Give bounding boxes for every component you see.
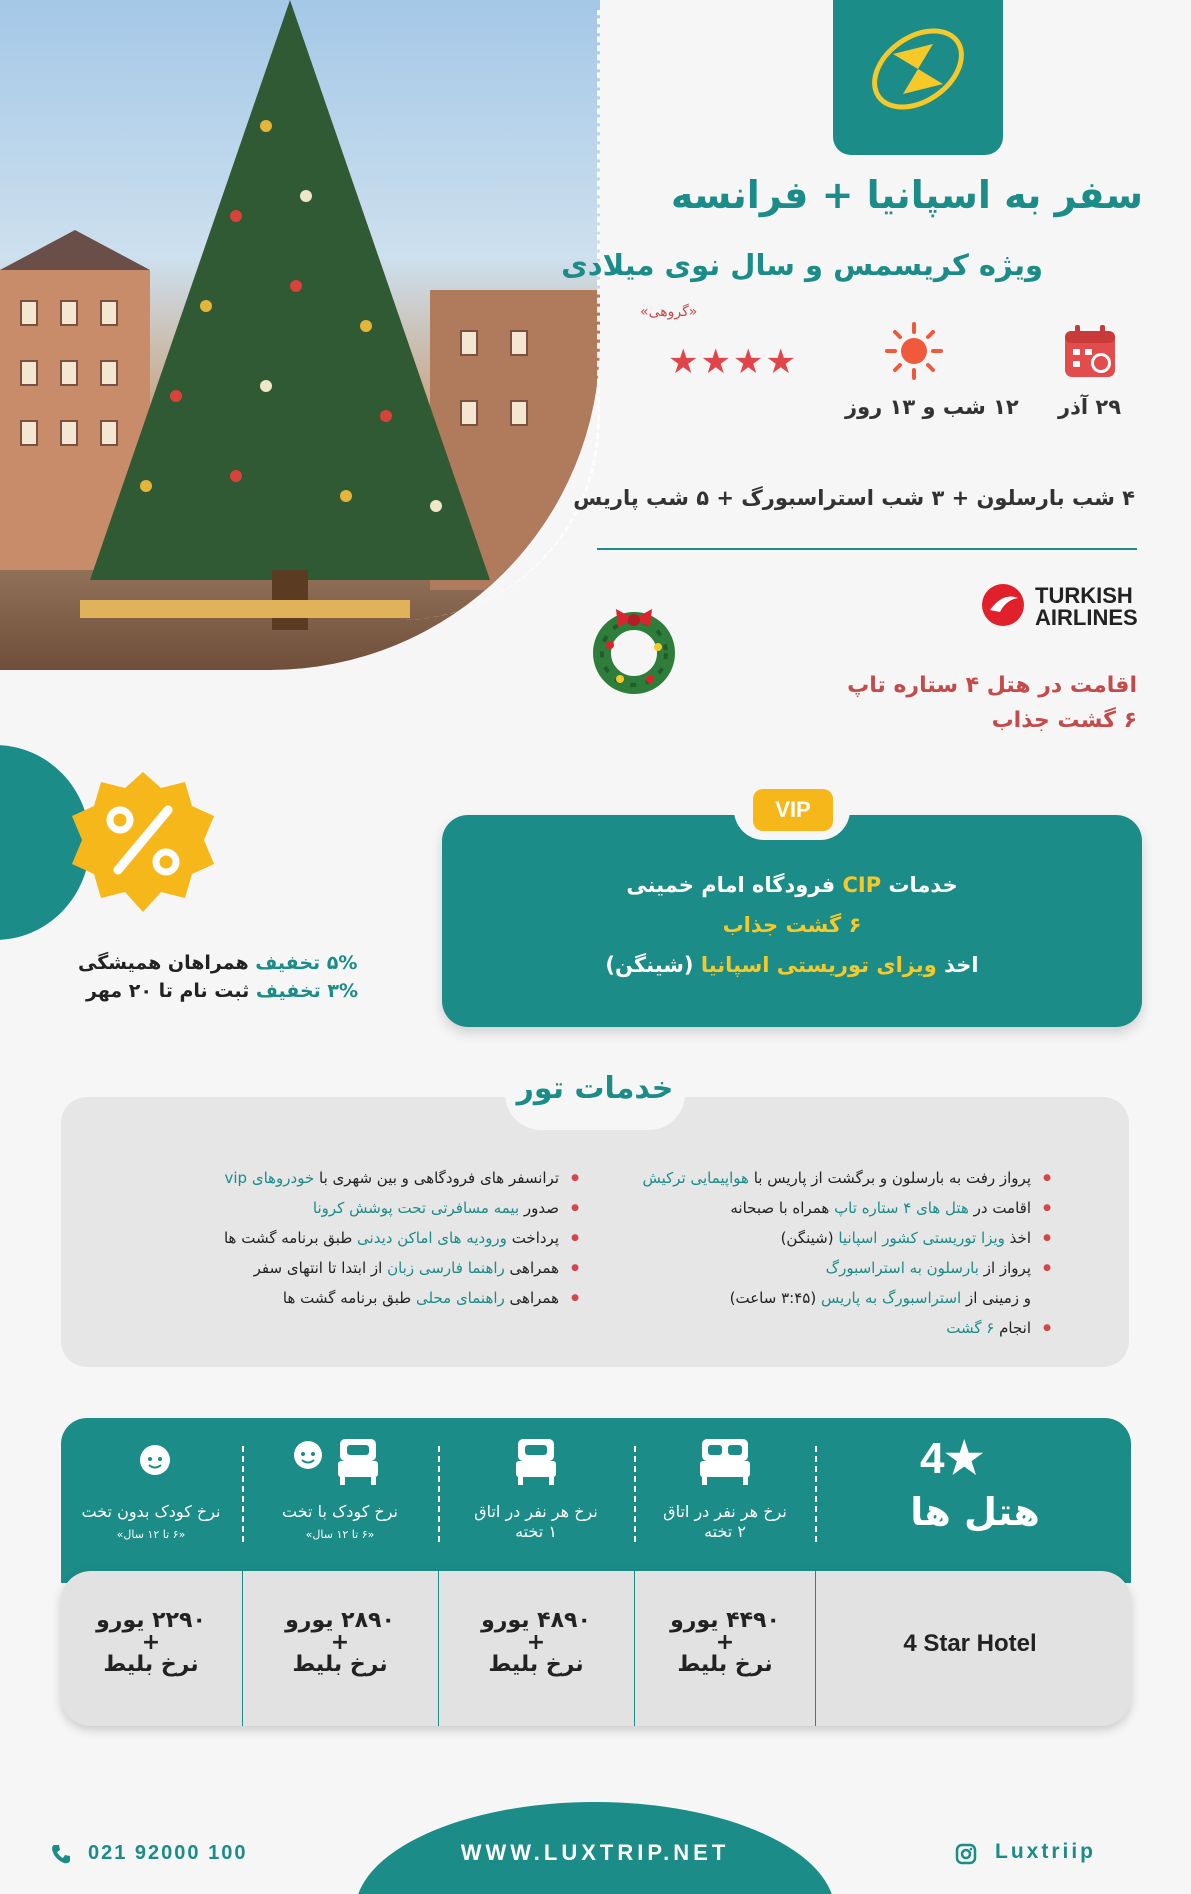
hotel-stars: ★★★★ <box>668 342 798 382</box>
sun-icon <box>885 322 943 380</box>
vip-line-3: اخذ ویزای توریستی اسپانیا (شینگن) <box>605 953 979 977</box>
instagram-icon <box>955 1843 977 1865</box>
hotels-star-rating: 4★ <box>920 1434 984 1483</box>
list-item: ● اقامت در هتل های ۴ ستاره تاپ همراه با صبحانه <box>642 1193 1051 1223</box>
phone-icon <box>50 1843 72 1865</box>
hotel-name: 4 Star Hotel <box>903 1630 1037 1657</box>
instagram-handle[interactable]: Luxtriip <box>995 1840 1096 1863</box>
price-child-nobed: ۲۲۹۰ یورو + نرخ بلیط <box>96 1608 206 1677</box>
hotels-label: هتل ها <box>910 1490 1040 1534</box>
list-item: ● همراهی راهنما فارسی زبان از ابتدا تا انتهای سفر <box>224 1253 579 1283</box>
list-item: ● صدور بیمه مسافرتی تحت پوشش کرونا <box>224 1193 579 1223</box>
website-link[interactable]: WWW.LUXTRIP.NET <box>460 1840 730 1865</box>
list-item: ● پرواز از بارسلون به استراسبورگ <box>642 1253 1051 1283</box>
discount-line-2: ۳% تخفیف ثبت نام تا ۲۰ مهر <box>86 980 359 1002</box>
tour-date: ۲۹ آذر <box>1058 395 1122 419</box>
page-title: سفر به اسپانیا + فرانسه <box>670 173 1143 217</box>
child-with-bed-icon <box>292 1435 384 1487</box>
services-list-left <box>224 1163 579 1313</box>
services-title: خدمات تور <box>516 1071 674 1106</box>
divider <box>597 548 1137 550</box>
vip-line-2: ۶ گشت جذاب <box>722 913 862 937</box>
vip-line-1: خدمات CIP فرودگاه امام خمینی <box>626 873 958 897</box>
column-separator <box>438 1446 440 1542</box>
brand-logo <box>833 0 1003 155</box>
col-child-nobed-label: نرخ کودک بدون تخت <box>81 1502 221 1521</box>
discount-line-1: ۵% تخفیف همراهان همیشگی <box>78 952 358 974</box>
list-item: و زمینی از استراسبورگ به پاریس (۳:۴۵ ساعت) <box>729 1289 1031 1307</box>
child-icon <box>138 1443 172 1477</box>
row-separator <box>438 1571 439 1726</box>
list-item: ● انجام ۶ گشت <box>642 1313 1051 1343</box>
fence <box>80 600 410 618</box>
single-bed-icon <box>514 1435 558 1487</box>
logo-globe-icon <box>863 14 973 124</box>
tour-route: ۴ شب بارسلون + ۳ شب استراسبورگ + ۵ شب پاریس <box>573 486 1135 510</box>
tour-duration: ۱۲ شب و ۱۳ روز <box>845 395 1019 419</box>
col-child-nobed-age: «۶ تا ۱۲ سال» <box>116 1528 186 1541</box>
col-double-room-label: نرخ هر نفر در اتاق ۲ تخته <box>663 1502 787 1541</box>
vip-badge: VIP <box>753 789 833 831</box>
calendar-icon <box>1063 323 1117 379</box>
list-item: ● پرواز رفت به بارسلون و برگشت از پاریس با هواپیمایی ترکیش <box>642 1163 1051 1193</box>
page-subtitle: ویژه کریسمس و سال نوی میلادی <box>561 248 1043 282</box>
hotel-info-2: ۶ گشت جذاب <box>991 708 1137 733</box>
col-child-bed-label: نرخ کودک با تخت <box>281 1502 398 1521</box>
phone-number[interactable]: 021 92000 100 <box>88 1842 248 1864</box>
percent-badge-icon <box>68 770 218 920</box>
col-single-room-label: نرخ هر نفر در اتاق ۱ تخته <box>474 1502 598 1541</box>
list-item: ● همراهی راهنمای محلی طبق برنامه گشت ها <box>224 1283 579 1313</box>
hotel-info-1: اقامت در هتل ۴ ستاره تاپ <box>847 673 1137 698</box>
group-tag: «گروهی» <box>640 304 698 320</box>
turkish-airlines-logo-icon <box>980 582 1026 628</box>
services-list-right <box>642 1163 1051 1343</box>
price-double-room: ۴۴۹۰ یورو + نرخ بلیط <box>670 1608 780 1677</box>
double-bed-icon <box>698 1435 752 1487</box>
price-single-room: ۴۸۹۰ یورو + نرخ بلیط <box>481 1608 591 1677</box>
col-child-bed-age: «۶ تا ۱۲ سال» <box>305 1528 375 1541</box>
list-item: ● اخذ ویزا توریستی کشور اسپانیا (شینگن) <box>642 1223 1051 1253</box>
price-child-bed: ۲۸۹۰ یورو + نرخ بلیط <box>285 1608 395 1677</box>
list-item: ● ترانسفر های فرودگاهی و بین شهری با خودروهای vip <box>224 1163 579 1193</box>
airline-name: TURKISH AIRLINES <box>1035 583 1138 630</box>
christmas-wreath-icon <box>590 603 678 695</box>
list-item: ● پرداخت ورودیه های اماکن دیدنی طبق برنامه گشت ها <box>224 1223 579 1253</box>
